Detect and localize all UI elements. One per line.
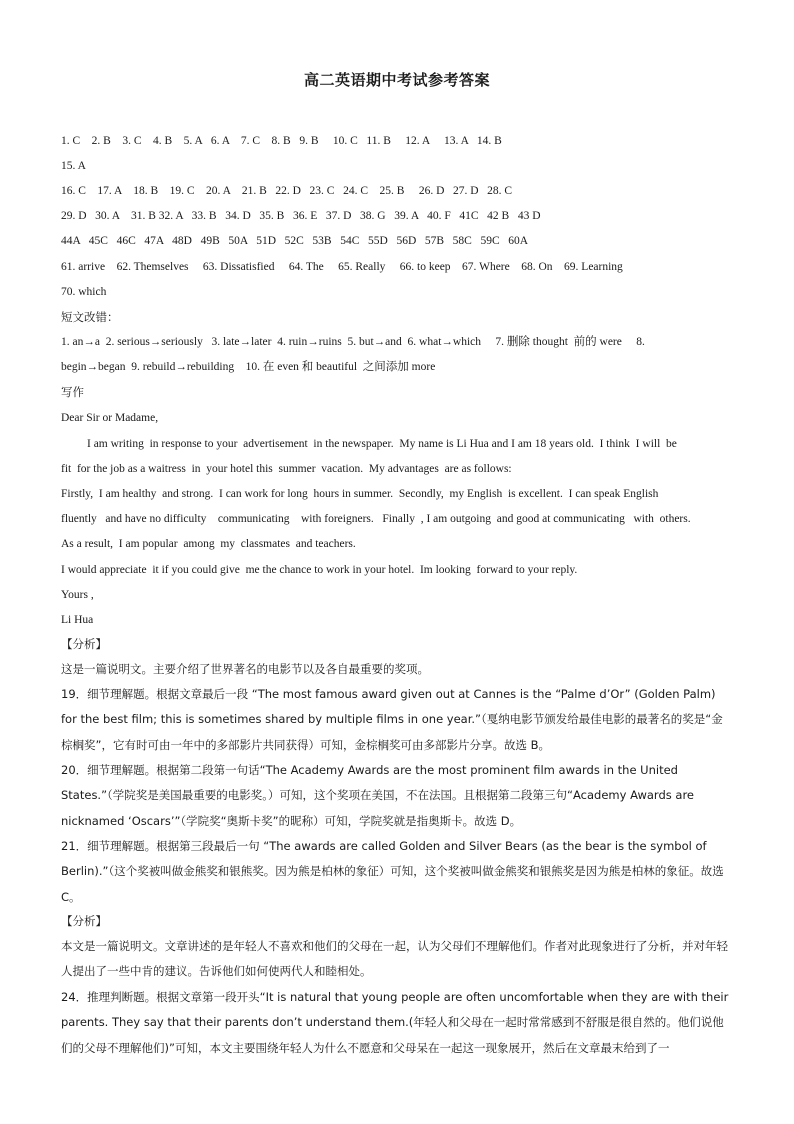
answer-line: 1. C 2. B 3. C 4. B 5. A 6. A 7. C 8. B 9. B 10. C 11. B 12. A 13. A 14. B	[61, 135, 502, 147]
analysis-summary: 本文是一篇说明文。文章讲述的是年轻人不喜欢和他们的父母在一起，认为父母们不理解他们。作者对此现象进行了分析，并对年轻人提出了一些中肯的建议。告诉他们如何使两代人和睦相处。	[61, 939, 728, 979]
letter-line: I am writing in response to your advertisement in the newspaper. My name is Li Hua and I am 18 years old. I think I will be	[87, 438, 677, 450]
correction-line: 1. an→a 2. serious→seriously 3. late→later 4. ruin→ruins 5. but→and 6. what→which 7. 删除 thought 前的 were 8.	[61, 336, 645, 348]
answer-line: 15. A	[61, 160, 86, 172]
analysis-question-21: 21．细节理解题。根据第三段最后一句 “The awards are called Golden and Silver Bears (as the bear is the symbol of Berlin).”（这个奖被叫做金熊奖和银熊奖。因为熊是柏林的象征）可知，这个奖被叫做金熊奖和银熊奖是因为熊是柏林的象征。故选 C。	[61, 839, 724, 904]
letter-salutation: Dear Sir or Madame,	[61, 412, 159, 424]
analysis-question-19: 19．细节理解题。根据文章最后一段 “The most famous award given out at Cannes is the “Palme d’Or” (Golden Palm) for the best film; this is sometimes shared by multiple films in one year.”（戛纳电影节颁发给最佳电影的最著名的奖是“金棕榈奖”，它有时可由一年中的多部影片共同获得）可知，金棕榈奖可由多部影片分享。故选 B。	[61, 687, 723, 752]
analysis-question-24: 24．推理判断题。根据文章第一段开头“It is natural that young people are often uncomfortable when they are with their parents. They say that their parents don’t understand them.(年轻人和父母在一起时常常感到不舒服是很自然的。他们说他们的父母不理解他们)”可知，本文主要围绕年轻人为什么不愿意和父母呆在一起这一现象展开，然后在文章最末给到了一	[61, 990, 729, 1055]
correction-line: begin→began 9. rebuild→rebuilding 10. 在 even 和 beautiful 之间添加 more	[61, 361, 436, 373]
correction-heading: 短文改错：	[61, 310, 119, 324]
answer-line: 29. D 30. A 31. B 32. A 33. B 34. D 35. B 36. E 37. D 38. G 39. A 40. F 41C 42 B 43 D	[61, 210, 541, 222]
letter-line: fit for the job as a waitress in your hotel this summer vacation. My advantages are as follows:	[61, 463, 512, 475]
writing-heading: 写作	[61, 385, 84, 399]
letter-line: fluently and have no difficulty communicating with foreigners. Finally , I am outgoing and good at communicating with others.	[61, 513, 691, 525]
letter-line: As a result, I am popular among my classmates and teachers.	[61, 538, 356, 550]
page-title: 高二英语期中考试参考答案	[303, 71, 490, 89]
analysis-question-20: 20．细节理解题。根据第二段第一句话“The Academy Awards are the most prominent film awards in the United States.”（学院奖是美国最重要的电影奖。）可知，这个奖项在美国，不在法国。且根据第二段第三句“Academy Awards are nicknamed ‘Oscars’”（学院奖“奥斯卡奖”的昵称）可知，学院奖就是指奥斯卡。故选 D。	[61, 763, 694, 828]
letter-line: I would appreciate it if you could give me the chance to work in your hotel. Im looking forward to your reply.	[61, 564, 578, 576]
answer-line: 70. which	[61, 286, 107, 298]
answer-line: 44A 45C 46C 47A 48D 49B 50A 51D 52C 53B 54C 55D 56D 57B 58C 59C 60A	[61, 235, 529, 247]
answer-line: 16. C 17. A 18. B 19. C 20. A 21. B 22. D 23. C 24. C 25. B 26. D 27. D 28. C	[61, 185, 513, 197]
analysis-summary: 这是一篇说明文。主要介绍了世界著名的电影节以及各自最重要的奖项。	[61, 662, 429, 676]
analysis-heading: 【分析】	[61, 637, 107, 651]
answer-line: 61. arrive 62. Themselves 63. Dissatisfied 64. The 65. Really 66. to keep 67. Where 68. On 69. Learning	[61, 261, 623, 273]
letter-signature: Li Hua	[61, 614, 94, 626]
letter-closing: Yours ,	[61, 589, 94, 601]
letter-line: Firstly, I am healthy and strong. I can work for long hours in summer. Secondly, my English is excellent. I can speak English	[61, 488, 659, 500]
analysis-heading: 【分析】	[61, 914, 107, 928]
